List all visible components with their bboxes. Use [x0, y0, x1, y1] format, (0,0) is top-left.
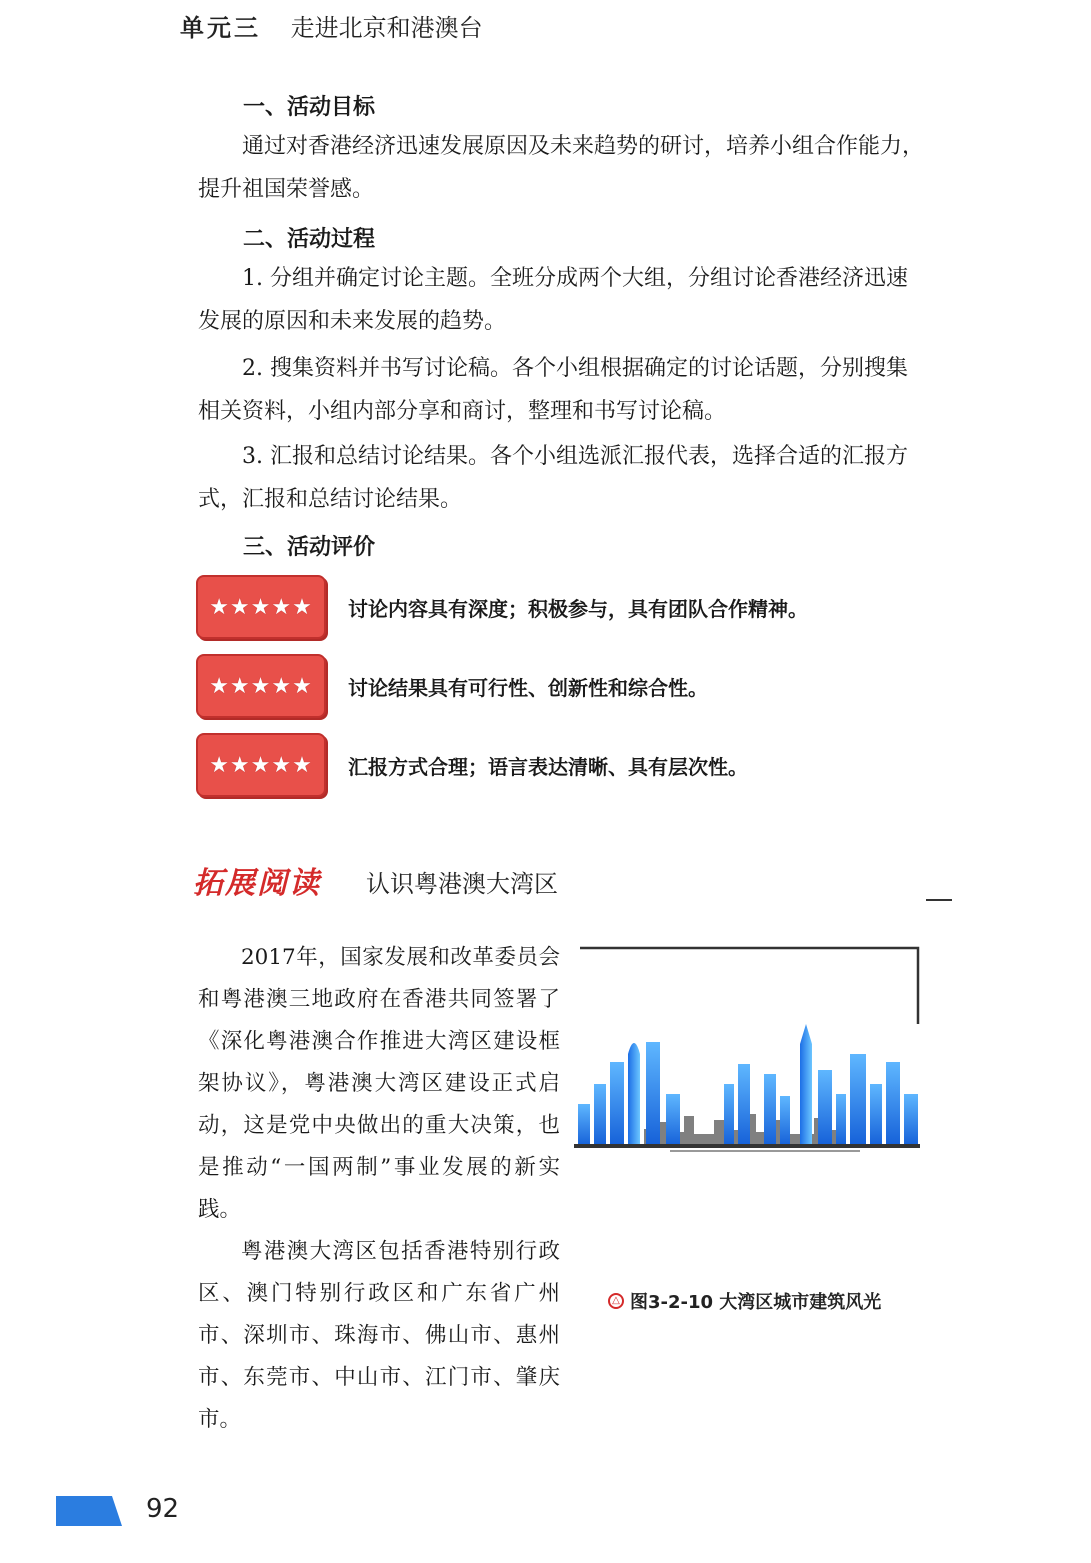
extended-paragraph-2: 粤港澳大湾区包括香港特别行政区、澳门特别行政区和广东省广州市、深圳市、珠海市、佛山市、惠州市、东莞市、中山市、江门市、肇庆市。 — [198, 1239, 560, 1432]
activity-goal-heading: 一、活动目标 — [243, 95, 376, 120]
caption-marker-icon: △ — [608, 1293, 624, 1309]
process-step-2: 2. 搜集资料并书写讨论稿。各个小组根据确定的讨论话题，分别搜集相关资料，小组内部分享和商讨，整理和书写讨论稿。 — [198, 356, 908, 424]
skyline-figure — [574, 944, 924, 1192]
star-icon: ★★★★★ — [209, 752, 313, 778]
figure-caption-text: 图3-2-10 大湾区城市建筑风光 — [630, 1292, 882, 1313]
criterion-text: 讨论内容具有深度；积极参与，具有团队合作精神。 — [348, 597, 808, 621]
extended-paragraph-1: 2017年，国家发展和改革委员会和粤港澳三地政府在香港共同签署了《深化粤港澳合作推进大湾区建设框架协议》，粤港澳大湾区建设正式启动，这是党中央做出的重大决策，也是推动“一国两制”事业发展的新实践。 — [198, 945, 560, 1222]
extended-reading-body — [198, 937, 560, 1441]
star-icon: ★★★★★ — [209, 673, 313, 699]
skyline-illustration — [574, 944, 924, 1192]
star-icon: ★★★★★ — [209, 594, 313, 620]
criterion-text: 汇报方式合理；语言表达清晰、具有层次性。 — [348, 755, 748, 779]
star-rating-badge — [196, 654, 326, 718]
process-step-1: 1. 分组并确定讨论主题。全班分成两个大组，分组讨论香港经济迅速发展的原因和未来发展的趋势。 — [198, 266, 908, 334]
margin-dash — [926, 899, 952, 901]
activity-evaluation-heading: 三、活动评价 — [243, 535, 376, 560]
figure-caption — [608, 1288, 881, 1314]
extended-reading-title: 认识粤港澳大湾区 — [366, 870, 558, 898]
star-rating-badge — [196, 733, 326, 797]
process-step-3: 3. 汇报和总结讨论结果。各个小组选派汇报代表，选择合适的汇报方式，汇报和总结讨论结果。 — [198, 444, 908, 512]
unit-label: 单元三 — [180, 14, 261, 42]
page-number: 92 — [146, 1494, 180, 1524]
page-header — [180, 8, 483, 43]
extended-reading-label: 拓展阅读 — [193, 866, 321, 901]
evaluation-criterion — [196, 733, 956, 799]
activity-goal-text: 通过对香港经济迅速发展原因及未来趋势的研讨，培养小组合作能力，提升祖国荣誉感。 — [198, 134, 925, 202]
evaluation-criterion — [196, 654, 956, 720]
activity-process-heading: 二、活动过程 — [243, 227, 376, 252]
evaluation-criterion — [196, 575, 956, 641]
criterion-text: 讨论结果具有可行性、创新性和综合性。 — [348, 676, 708, 700]
page-tab-icon — [54, 1496, 122, 1526]
star-rating-badge — [196, 575, 326, 639]
unit-title: 走进北京和港澳台 — [290, 14, 483, 42]
